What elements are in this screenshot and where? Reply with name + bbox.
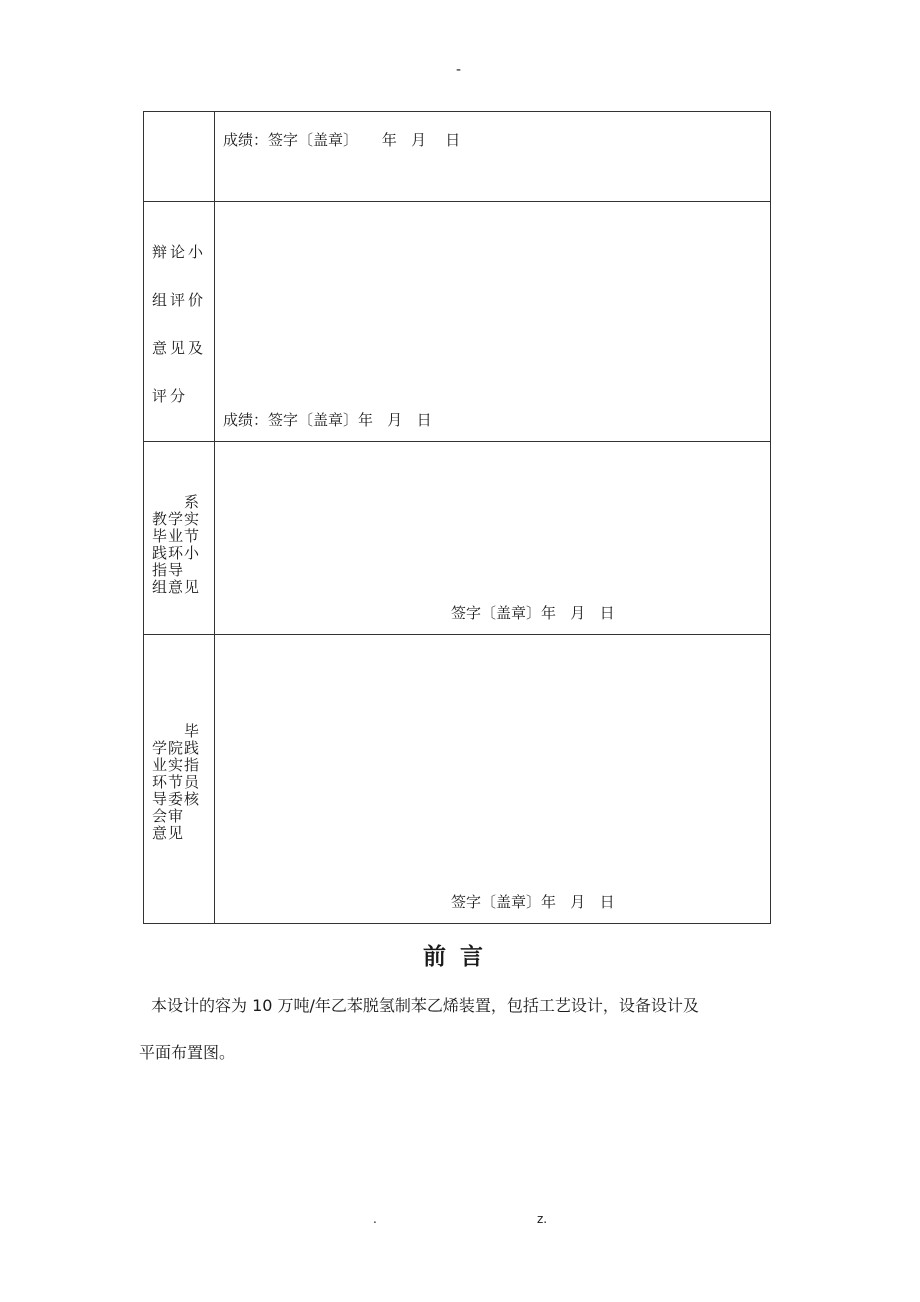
label-line: 毕 <box>184 722 201 740</box>
defense-signature-line: 成绩：签字〔盖章〕年 月 日 <box>223 411 432 429</box>
form-row-defense <box>144 202 771 442</box>
form-row-department <box>144 442 771 635</box>
label-line: 意见 <box>152 824 185 842</box>
college-signature-line: 签字〔盖章〕年 月 日 <box>451 893 615 911</box>
label-line: 组评价 <box>152 291 207 309</box>
label-line: 会审 <box>152 807 185 825</box>
footer-left-mark: . <box>373 1212 377 1226</box>
college-label <box>152 723 200 842</box>
department-signature-line: 签字〔盖章〕年 月 日 <box>451 604 615 622</box>
preface-paragraph-line-1: 本设计的容为 10 万吨/年乙苯脱氢制苯乙烯装置，包括工艺设计，设备设计及 <box>151 996 699 1015</box>
label-line: 践环小 <box>152 544 201 562</box>
evaluation-form-table <box>143 111 771 924</box>
preface-paragraph-line-2: 平面布置图。 <box>139 1043 236 1062</box>
row-content-grade <box>215 112 771 202</box>
header-mark: - <box>456 62 462 78</box>
row-label-empty <box>144 112 215 202</box>
label-line: 指导 <box>152 561 185 579</box>
label-line: 辩论小 <box>152 243 207 261</box>
row-label-defense <box>144 202 215 442</box>
label-line: 业实指 <box>152 756 201 774</box>
form-row-college <box>144 635 771 924</box>
defense-label <box>152 240 206 432</box>
label-line: 学院践 <box>152 739 201 757</box>
label-line: 环节员 <box>152 773 201 791</box>
footer-right-mark: z. <box>537 1212 548 1226</box>
row-content-defense <box>215 202 771 442</box>
row-content-college <box>215 635 771 924</box>
row-label-department <box>144 442 215 635</box>
row-label-college <box>144 635 215 924</box>
label-line: 教学实 <box>152 510 201 528</box>
form-row-grade <box>144 112 771 202</box>
row-content-department <box>215 442 771 635</box>
label-line: 评分 <box>152 387 189 405</box>
label-line: 毕业节 <box>152 527 201 545</box>
label-line: 意见及 <box>152 339 207 357</box>
preface-title: 前言 <box>423 944 497 970</box>
department-label <box>152 494 200 596</box>
label-line: 导委核 <box>152 790 201 808</box>
grade-signature-line: 成绩：签字〔盖章〕 年 月 日 <box>223 131 461 149</box>
label-line: 系 <box>184 493 201 511</box>
label-line: 组意见 <box>152 578 201 596</box>
